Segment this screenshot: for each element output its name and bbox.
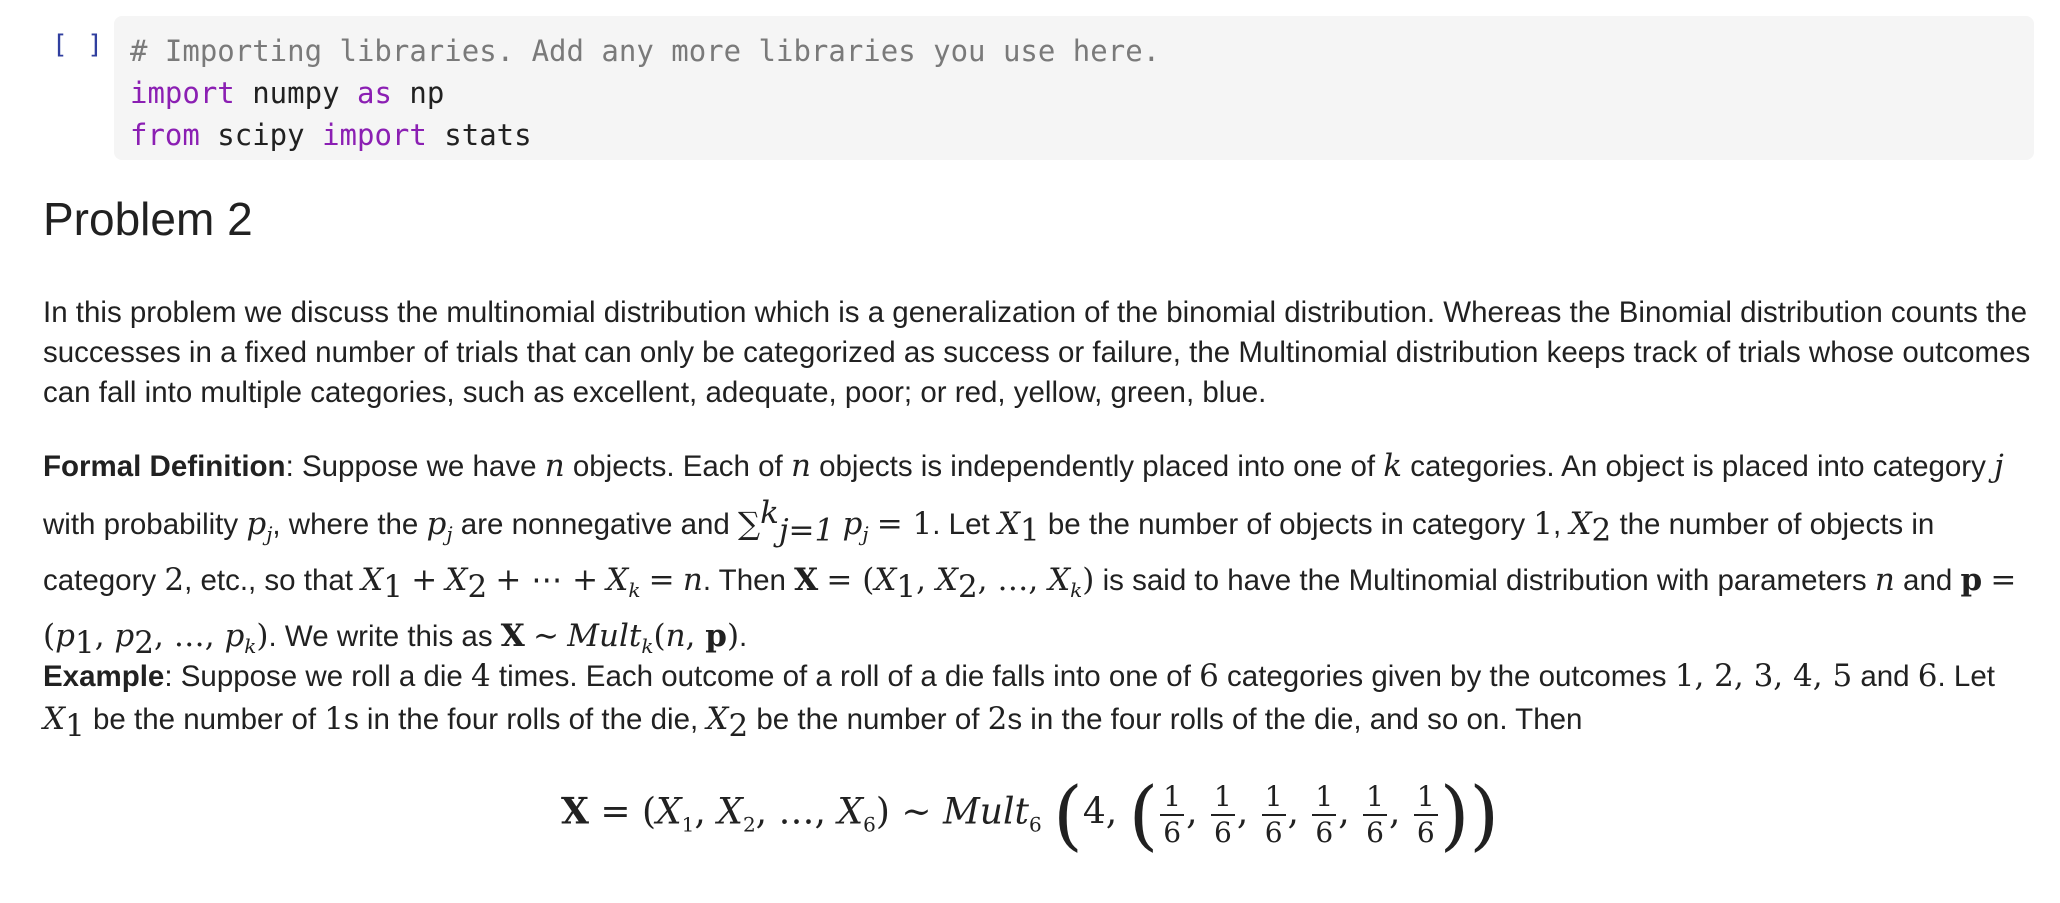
- code-line-import-scipy: from scipy import stats: [130, 118, 532, 152]
- code-cell[interactable]: [114, 16, 2034, 160]
- example-paragraph: Example: Suppose we roll a die 4 times. Each outcome of a roll of a die falls into one of 6 categories given by the outcomes 1, 2, 3, 4, 5 and 6. Let $X_1$ be the number of 1s in the four rolls of the die, $X_2$ be the number of 2s in the four rolls of the die, and so on. Then: [43, 658, 1995, 744]
- code-line-import-numpy: import numpy as np: [130, 76, 445, 110]
- cell-prompt[interactable]: [ ]: [52, 30, 105, 60]
- problem-heading: Problem 2: [43, 193, 253, 245]
- example-label: Example: [43, 660, 165, 693]
- formal-definition-label: Formal Definition: [43, 450, 286, 483]
- formal-definition-paragraph: Formal Definition: Suppose we have n objects. Each of n objects is independently placed into one of k categories. An object is placed into category j with probability $p_j$, where the $p_j$ are nonnegative and ∑$^k_{j=1}$ $p_j = 1$. Let $X_1$ be the number of objects in category 1, $X_2$ the number of objects in category 2, etc., so that $X_1 + X_2$ + ⋯ + $X_k = n$. Then $X = (X_1$, $X_2$, …, $X_k$) is said to have the Multinomial distribution with parameters n and $p = (p_1$, $p_2$, …, $p_k$). We write this as X ∼ Mult$_k$(n, p).: [43, 448, 2017, 662]
- code-line-comment: # Importing libraries. Add any more libraries you use here.: [130, 34, 1161, 68]
- code-cell-row: [0, 16, 2060, 162]
- display-equation: $X = (X_1$, $X_2$, …, $X_6$) ∼ Mult$_6$ (4, ( $\frac{1}{6}$ , $\frac{1}{6}$ , $\frac{1}{6}$ , $\frac{1}{6}$ , $\frac{1}{6}$ , $\frac{1}{6}$ )): [560, 770, 1499, 859]
- intro-paragraph: In this problem we discuss the multinomial distribution which is a generalization of the binomial distribution. Whereas the Binomial distribution counts the successes in a fixed number of trials that can only be categorized as success or failure, the Multinomial distribution keeps track of trials whose outcomes can fall into multiple categories, such as excellent, adequate, poor; or red, yellow, green, blue.: [43, 296, 2031, 409]
